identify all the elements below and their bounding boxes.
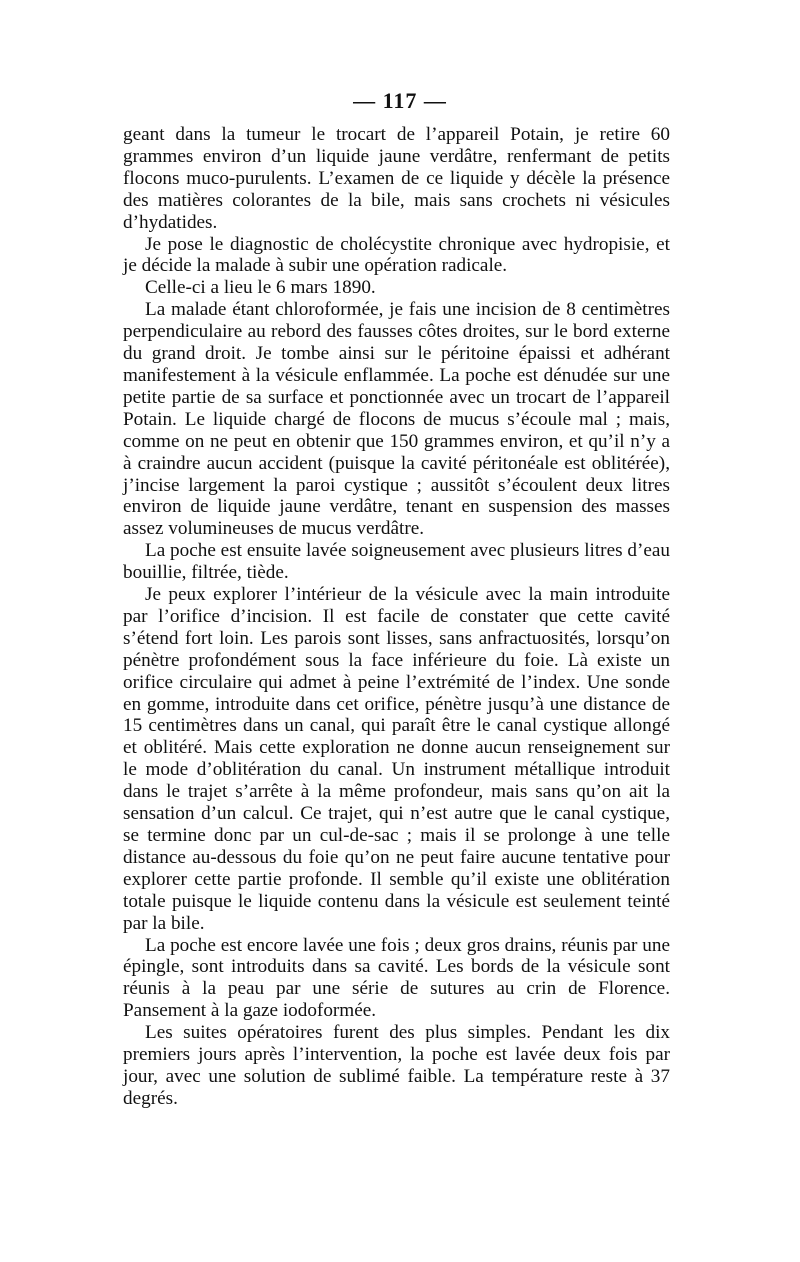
paragraph-washing: La poche est ensuite lavée soigneusement avec plusieurs litres d’eau bouillie, filtrée, tiède. [123,540,670,584]
paragraph-drains: La poche est encore lavée une fois ; deux gros drains, réunis par une épingle, sont introduits dans sa cavité. Les bords de la vésicule sont réunis à la peau par une série de sutures au crin de Florence. Pansement à la gaze iodoformée. [123,934,670,1022]
paragraph-postoperative: Les suites opératoires furent des plus simples. Pendant les dix premiers jours après l’intervention, la poche est lavée deux fois par jour, avec une solution de sublimé faible. La température reste à 37 degrés. [123,1022,670,1109]
body-text [123,124,670,1110]
paragraph-continuation: geant dans la tumeur le trocart de l’appareil Potain, je retire 60 grammes environ d’un liquide jaune verdâtre, renfermant de petits flocons muco-purulents. L’examen de ce liquide y décèle la présence des matières colorantes de la bile, mais sans crochets ni vésicules d’hydatides. [123,124,670,233]
paragraph-exploration: Je peux explorer l’intérieur de la vésicule avec la main introduite par l’orifice d’incision. Il est facile de constater que cette cavité s’étend fort loin. Les parois sont lisses, sans anfractuosités, lorsqu’on pénètre profondément sous la face inférieure du foie. Là existe un orifice circulaire qui admet à peine l’extrémité de l’index. Une sonde en gomme, introduite dans cet orifice, pénètre jusqu’à une distance de 15 centimètres dans un canal, qui paraît être le canal cystique allongé et oblitéré. Mais cette exploration ne donne aucun renseignement sur le mode d’oblitération du canal. Un instrument métallique introduit dans le trajet s’arrête à la même profondeur, mais sans qu’on ait la sensation d’un calcul. Ce trajet, qui n’est autre que le canal cystique, se termine donc par un cul-de-sac ; mais il se prolonge à une telle distance au-dessous du foie qu’on ne peut faire aucune tentative pour explorer cette partie profonde. Il semble qu’il existe une oblitération totale puisque le liquide contenu dans la vésicule est seulement teinté par la bile. [123,584,670,934]
paragraph-incision: La malade étant chloroformée, je fais une incision de 8 centimètres perpendiculaire au rebord des fausses côtes droites, sur le bord externe du grand droit. Je tombe ainsi sur le péritoine épaissi et adhérant manifestement à la vésicule enflammée. La poche est dénudée sur une petite partie de sa surface et ponctionnée avec un trocart de l’appareil Potain. Le liquide chargé de flocons de mucus s’écoule mal ; mais, comme on ne peut en obtenir que 150 grammes environ, et qu’il n’y a à craindre aucun accident (puisque la cavité péritonéale est oblitérée), j’incise largement la paroi cystique ; aussitôt s’écoulent deux litres environ de liquide jaune verdâtre, tenant en suspension des masses assez volumineuses de mucus verdâtre. [123,299,670,540]
paragraph-diagnosis: Je pose le diagnostic de cholécystite chronique avec hydropisie, et je décide la malade à subir une opération radicale. [123,233,670,277]
page-number: — 117 — [353,88,447,113]
paragraph-operation-date: Celle-ci a lieu le 6 mars 1890. [145,277,376,299]
